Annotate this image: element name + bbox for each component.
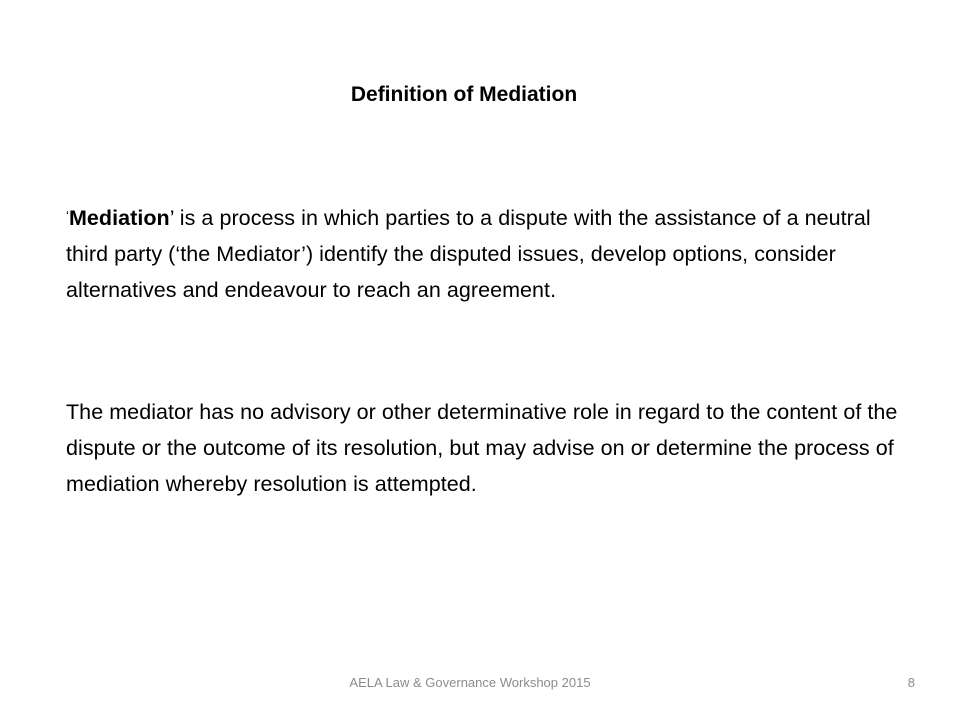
definition-paragraph xyxy=(66,198,906,308)
slide-footer xyxy=(0,675,960,695)
definition-text: ’ is a process in which parties to a dispute with the assistance of a neutral third party (‘the Mediator’) identify the disputed issues, develop options, consider alternatives and endeavour to reach an agreement. xyxy=(66,206,871,302)
mediator-role-paragraph: The mediator has no advisory or other determinative role in regard to the content of the dispute or the outcome of its resolution, but may advise on or determine the process of mediation whereby resolution is attempted. xyxy=(66,400,898,496)
slide-title: Definition of Mediation xyxy=(350,83,578,106)
page-number: 8 xyxy=(907,675,915,690)
footer-text: AELA Law & Governance Workshop 2015 xyxy=(349,675,591,690)
opening-quote: ‘ xyxy=(66,208,69,223)
defined-term: Mediation xyxy=(68,206,170,230)
